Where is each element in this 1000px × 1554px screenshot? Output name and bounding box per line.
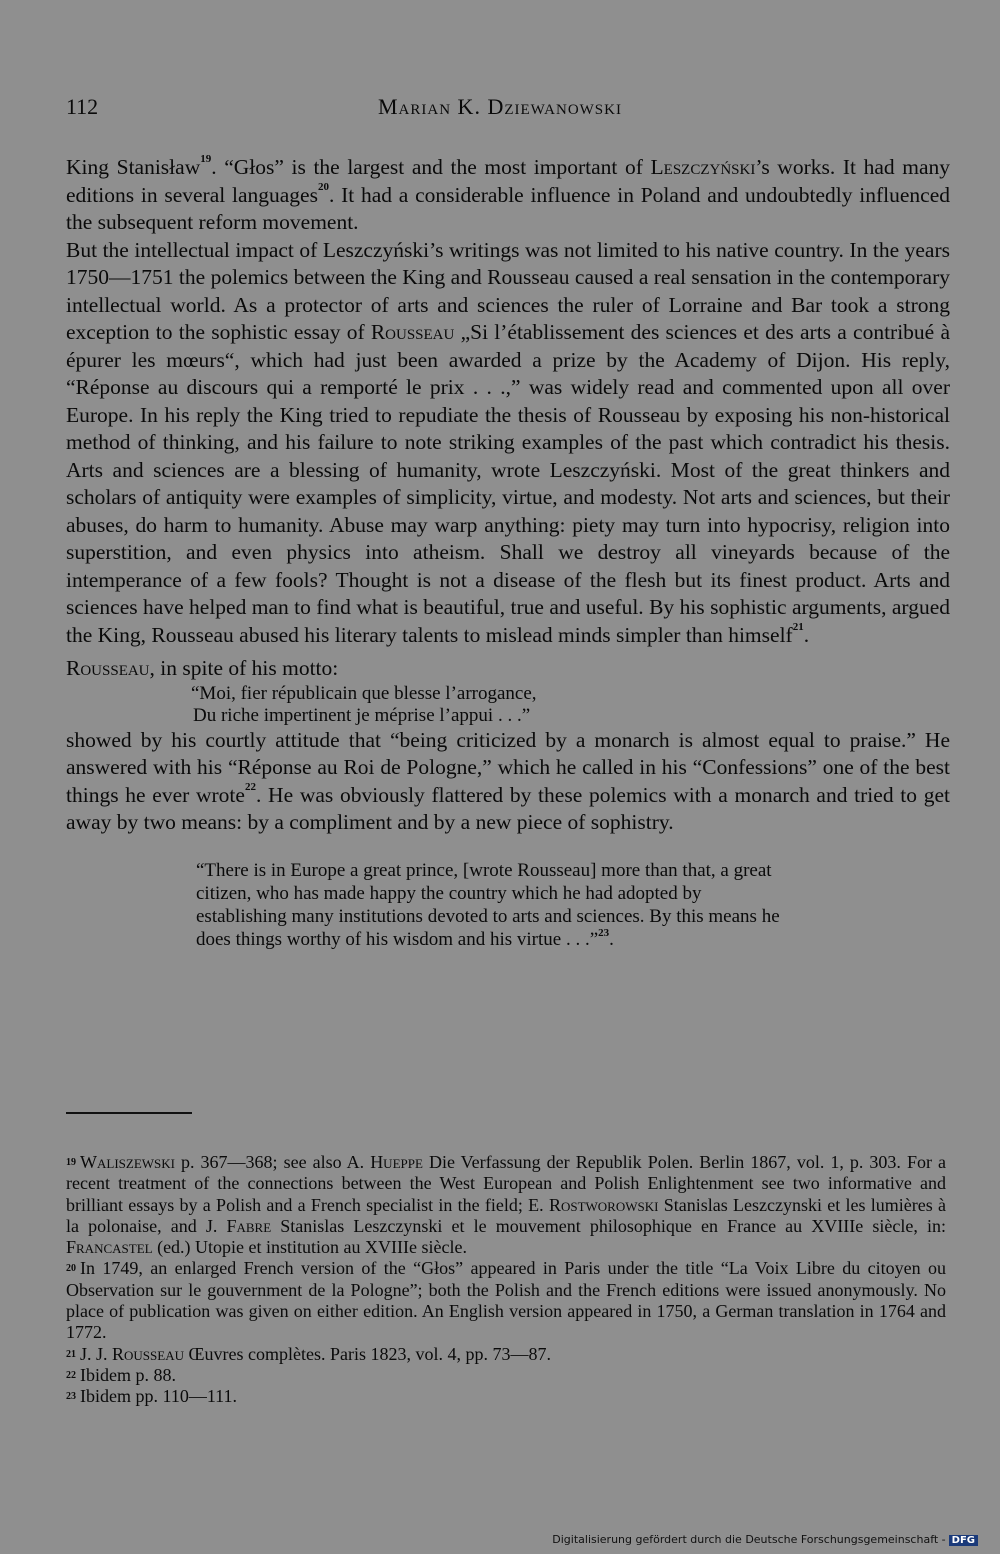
text-run: King Stanisław (66, 155, 201, 179)
footnote-ref: 23 (598, 926, 610, 939)
paragraph-1 (66, 154, 950, 237)
footnote-number: 23 (66, 1391, 76, 1403)
block-quote (196, 859, 796, 951)
text-run: Stanislas Leszczynski et le mouvement philosophique en France au XVIIIe siècle, in: (271, 1215, 946, 1236)
text-run: „Si l’établissement des sciences et des arts a contribué à épurer les mœurs“, which had just been awarded a prize by the Academy of Dijon. His reply, “Réponse au discours qui a remporté le prix . . .,” was widely read and commented upon all over Europe. In his reply the King tried to repudiate the thesis of Rousseau by exposing his non-historical method of thinking, and his failure to note striking examples of the past which contradict his thesis. Arts and sciences are a blessing of humanity, wrote Leszczyński. Most of the great thinkers and scholars of antiquity were examples of simplicity, virtue, and modesty. Not arts and sciences, but their abuses, do harm to humanity. Abuse may warp anything: piety may turn into hypocrisy, religion into superstition, and even physics into atheism. Shall we destroy all vineyards because of the intemperance of a few fools? Thought is not a disease of the flesh but its finest product. Arts and sciences have helped man to find what is beautiful, true and useful. By his sophistic arguments, argued the King, Rousseau abused his literary talents to mislead minds simpler than himself (66, 320, 950, 647)
author-name: Waliszewski (80, 1152, 175, 1172)
author-name: Rostworowski (548, 1194, 659, 1215)
footnotes (66, 1152, 946, 1408)
text-run: Die Verfassung der Republik Polen. Berlin 1867, vol. 1, p. 303. For a recent treatment of the connections between the West European and Polish Enlightenment see two informative and brilliant essays by a Polish and a French specialist in the field; E. (66, 1152, 946, 1215)
footnote-divider (66, 1112, 192, 1114)
footnote-ref: 19 (200, 153, 212, 165)
footnote-number: 19 (66, 1157, 76, 1168)
footnote-20 (66, 1258, 946, 1343)
text-run: ’s works. It had many editions in several languages (66, 155, 951, 207)
footnote-21 (66, 1344, 946, 1365)
text-run: Œuvres complètes. Paris 1823, vol. 4, pp. 73—87. (183, 1343, 551, 1364)
text-run: showed by his courtly attitude that “being criticized by a monarch is almost equal to praise.” He answered with his “Réponse au Roi de Pologne,” which he called in his “Confessions” one of the best things he ever wrote (66, 727, 950, 807)
footnote-23 (66, 1386, 946, 1407)
text-run: Stanislas Leszczynski et les lumières à la polonaise, and J. (66, 1194, 947, 1236)
text-run: Ibidem pp. 110—111. (80, 1386, 237, 1407)
footnote-ref: 22 (244, 780, 256, 793)
verse-line: “Moi, fier républicain que blesse l’arrogance, (191, 682, 537, 704)
author-name: Rousseau (112, 1343, 184, 1364)
text-run: . (609, 928, 614, 950)
text-run: . (803, 622, 810, 647)
author-name: Rousseau (370, 320, 455, 344)
footnote-19 (66, 1152, 946, 1258)
paragraph-4 (66, 727, 950, 837)
text-run: . He was obviously flattered by these polemics with a monarch and tried to get away by two means: by a compliment and by a new piece of sophistry. (66, 782, 950, 834)
digitization-credit (552, 1533, 978, 1546)
text-run: , in spite of his motto: (149, 656, 339, 680)
footnote-number: 20 (66, 1263, 76, 1275)
dfg-logo: DFG (949, 1535, 978, 1546)
footnote-number: 22 (66, 1369, 76, 1381)
text-run: (ed.) Utopie et institution au XVIIIe siècle. (152, 1237, 467, 1258)
footnote-number: 21 (66, 1348, 76, 1360)
text-run: . It had a considerable influence in Poland and undoubtedly influenced the subsequent reform movement. (66, 182, 950, 234)
footnote-ref: 20 (317, 180, 329, 193)
credit-text: Digitalisierung gefördert durch die Deutsche Forschungsgemeinschaft - (552, 1533, 946, 1546)
author-name: Leszczyński (650, 155, 756, 179)
paragraph-2 (66, 237, 950, 650)
author-name: Rousseau (66, 656, 150, 680)
text-run: . “Głos” is the largest and the most important of (211, 155, 651, 179)
body-text (66, 154, 950, 951)
text-run: J. J. (80, 1343, 113, 1364)
running-head: Marian K. Dziewanowski (378, 94, 622, 119)
text-run: p. 367—368; see also A. (174, 1152, 371, 1172)
verse-line: Du riche impertinent je méprise l’appui . . .” (193, 704, 531, 726)
author-name: Hueppe (370, 1152, 423, 1172)
paragraph-3 (66, 655, 950, 683)
author-name: Fabre (226, 1215, 272, 1236)
text-run: Ibidem p. 88. (80, 1364, 176, 1385)
text-run: But the intellectual impact of Leszczyński’s writings was not limited to his native country. In the years 1750—1751 the polemics between the King and Rousseau caused a real sensation in the contemporary intellectual world. As a protector of arts and sciences the ruler of Lorraine and Bar took a strong exception to the sophistic essay of (66, 237, 950, 344)
footnote-ref: 21 (792, 620, 804, 633)
verse-quote (191, 683, 950, 727)
page-number: 112 (66, 94, 99, 119)
footnote-22 (66, 1365, 946, 1386)
text-run: In 1749, an enlarged French version of the “Głos” appeared in Paris under the title “La Voix Libre du citoyen ou Observation sur le gouvernment de la Pologne”; both the Polish and the French editions were issued anonymously. No place of publication was given on either edition. An English version appeared in 1750, a German translation in 1764 and 1772. (66, 1258, 946, 1343)
text-run: “There is in Europe a great prince, [wrote Rousseau] more than that, a great citizen, who has made happy the country which he had adopted by establishing many institutions devoted to arts and sciences. By this means he does things worthy of his wisdom and his virtue . . .” (196, 859, 780, 950)
author-name: Francastel (66, 1237, 153, 1258)
